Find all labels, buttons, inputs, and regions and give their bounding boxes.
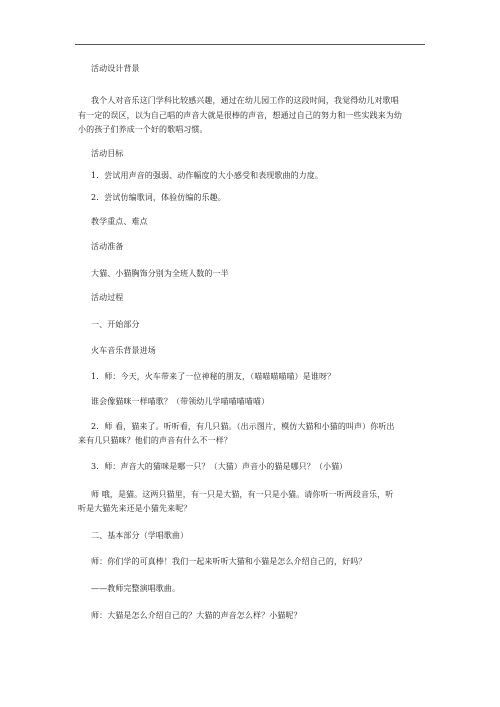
- process-line: 谁会像猫咪一样喵歌？（带领幼儿学喵喵喵喵喵）: [91, 397, 270, 406]
- paragraph-line: 有一定的误区，以为自己唱的声音大就是很棒的声音，想通过自己的努力和一些实践来为幼: [78, 111, 402, 120]
- heading-key-points: 教学重点、难点: [91, 217, 148, 226]
- process-line: 师：大猫是怎么介绍自己的？大猫的声音怎么样？小猫呢？: [91, 611, 302, 620]
- heading-goals: 活动目标: [91, 149, 124, 158]
- process-line: 1．师：今天，火车带来了一位神秘的朋友，（喵喵喵喵喵）是谁呀？: [91, 372, 336, 381]
- goal-item-2: 2．尝试仿编歌词，体验仿编的乐趣。: [91, 193, 226, 202]
- section-start: 一、开始部分: [91, 320, 140, 329]
- goal-item-1: 1．尝试用声音的强弱、动作幅度的大小感受和表现歌曲的力度。: [91, 171, 323, 180]
- process-line: 火车音乐背景进场: [91, 346, 156, 355]
- process-line: ——教师完整演唱歌曲。: [91, 584, 181, 593]
- paragraph-line: 小的孩子们养成一个好的歌唱习惯。: [78, 125, 208, 134]
- heading-process: 活动过程: [91, 293, 124, 302]
- process-line: 听是大猫先来还是小猫先来呢？: [78, 504, 192, 513]
- process-line: 师 哦，是猫。这两只猫里，有一只是大猫，有一只是小猫。请你听一听两段音乐，听: [91, 490, 394, 499]
- process-line: 来有几只猫咪？他们的声音有什么不一样？: [78, 436, 232, 445]
- section-basic: 二、基本部分（学唱歌曲）: [91, 531, 189, 540]
- process-line: 2．师 看，猫来了。听听看，有几只猫。（出示图片，模仿大猫和小猫的叫声）你听出: [91, 422, 395, 431]
- heading-background: 活动设计背景: [91, 64, 140, 73]
- process-line: 3．师：声音大的猫咪是哪一只？（大猫）声音小的猫是哪只？（小猫）: [91, 462, 348, 471]
- preparation-text: 大猫、小猫胸饰分别为全班人数的一半: [91, 269, 229, 278]
- heading-preparation: 活动准备: [91, 242, 124, 251]
- paragraph-line: 我个人对音乐这门学科比较感兴趣，通过在幼儿园工作的这段时间，我觉得幼儿对歌唱: [91, 96, 399, 105]
- process-line: 师：你们学的可真棒！我们一起来听听大猫和小猫是怎么介绍自己的，好吗？: [91, 557, 367, 566]
